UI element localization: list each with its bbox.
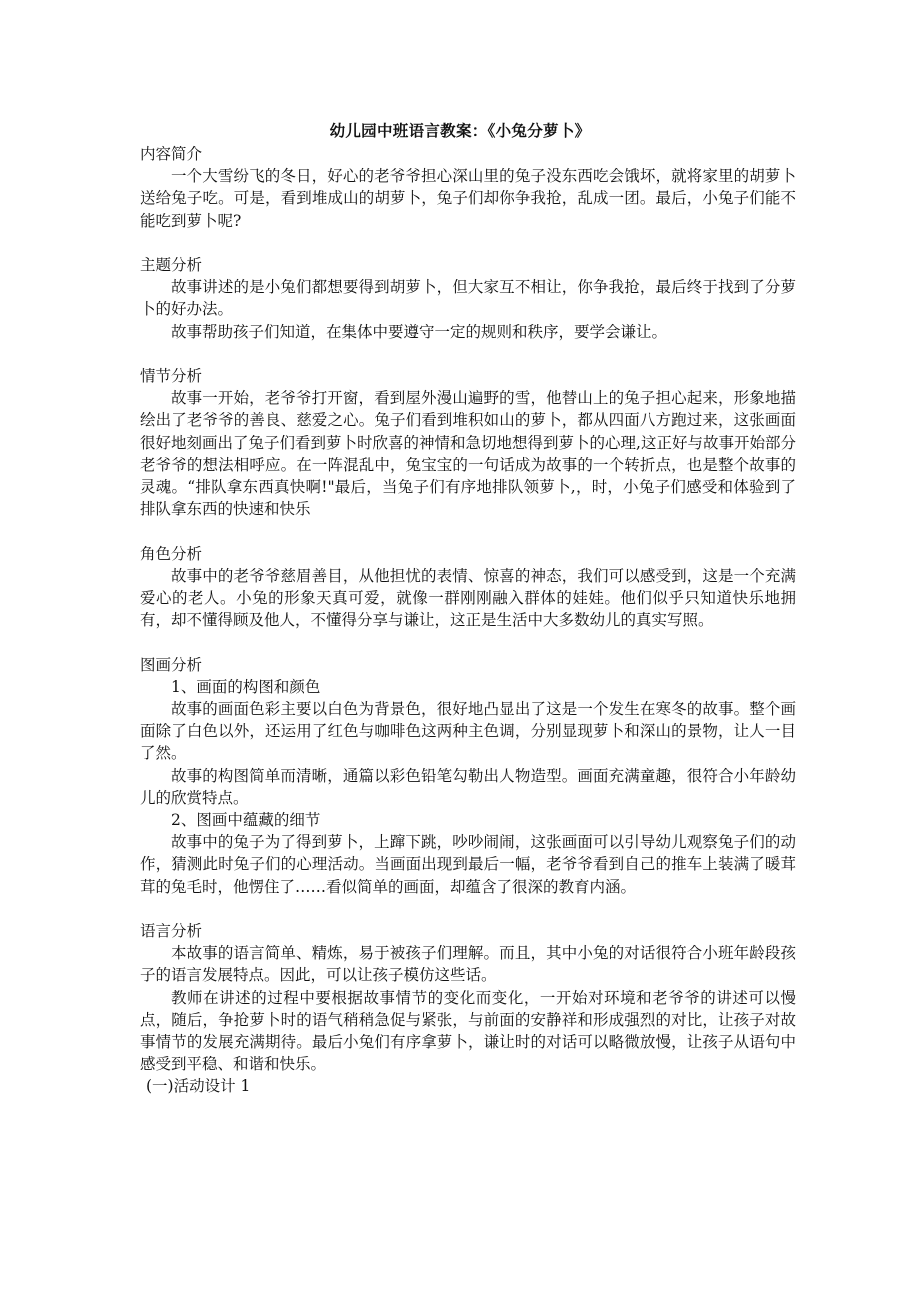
paragraph: 故事中的兔子为了得到萝卜，上蹿下跳，吵吵闹闹，这张画面可以引导幼儿观察兔子们的动作，猜测此时兔子们的心理活动。当画面出现到最后一幅，老爷爷看到自己的推车上装满了暖茸茸的兔毛时，他愣住了……看似简单的画面，却蕴含了很深的教育内涵。	[140, 833, 796, 896]
blank-line	[140, 520, 796, 542]
section-heading-picture: 图画分析	[140, 655, 203, 674]
blank-line	[140, 631, 796, 653]
paragraph: 教师在讲述的过程中要根据故事情节的变化而变化，一开始对环境和老爷爷的讲述可以慢点，随后，争抢萝卜时的语气稍稍急促与紧张，与前面的安静祥和形成强烈的对比，让孩子对故事情节的发展充满期待。最后小兔们有序拿萝卜，谦让时的对话可以略微放慢，让孩子从语句中感受到平稳、和谐和快乐。	[140, 988, 796, 1074]
paragraph: 故事的构图简单而清晰，通篇以彩色铅笔勾勒出人物造型。画面充满童趣，很符合小年龄幼儿的欣赏特点。	[140, 766, 796, 807]
section-heading-theme: 主题分析	[140, 256, 203, 274]
blank-line	[140, 232, 796, 254]
section-heading-language: 语言分析	[140, 922, 203, 941]
section-heading-plot: 情节分析	[140, 367, 203, 385]
paragraph: 故事的画面色彩主要以白色为背景色，很好地凸显出了这是一个发生在寒冬的故事。整个画面除了白色以外，还运用了红色与咖啡色这两种主色调，分别显现萝卜和深山的景物，让人一目了然。	[140, 700, 796, 763]
subheading: 1、画面的构图和颜色	[171, 677, 321, 696]
document-body	[140, 143, 796, 1098]
paragraph: 故事帮助孩子们知道，在集体中要遵守一定的规则和秩序，要学会谦让。	[171, 322, 668, 341]
paragraph: 故事讲述的是小兔们都想要得到胡萝卜，但大家互不相让，你争我抢，最后终于找到了分萝卜的好办法。	[140, 278, 796, 319]
section-heading-intro: 内容简介	[140, 145, 203, 163]
paragraph: 本故事的语言简单、精炼，易于被孩子们理解。而且，其中小兔的对话很符合小班年龄段孩子的语言发展特点。因此，可以让孩子模仿这些话。	[140, 944, 796, 985]
paragraph: 故事中的老爷爷慈眉善目，从他担忧的表情、惊喜的神态，我们可以感受到，这是一个充满爱心的老人。小兔的形象天真可爱，就像一群刚刚融入群体的娃娃。他们似乎只知道快乐地拥有，却不懂得顾及他人，不懂得分享与谦让，这正是生活中大多数幼儿的真实写照。	[140, 566, 796, 630]
paragraph: 故事一开始，老爷爷打开窗，看到屋外漫山遍野的雪，他替山上的兔子担心起来，形象地描绘出了老爷爷的善良、慈爱之心。兔子们看到堆积如山的萝卜，都从四面八方跑过来，这张画面很好地刻画出了兔子们看到萝卜时欣喜的神情和急切地想得到萝卜的心理,这正好与故事开始部分老爷爷的想法相呼应。在一阵混乱中，兔宝宝的一句话成为故事的一个转折点，也是整个故事的灵魂。“排队拿东西真快啊!"最后，当兔子们有序地排队领萝卜,，时，小兔子们感受和体验到了排队拿东西的快速和快乐	[140, 389, 796, 519]
blank-line	[140, 343, 796, 365]
blank-line	[140, 898, 796, 920]
subheading: 2、图画中蕴藏的细节	[171, 811, 321, 830]
paragraph: 一个大雪纷飞的冬日，好心的老爷爷担心深山里的兔子没东西吃会饿坏，就将家里的胡萝卜送给兔子吃。可是，看到堆成山的胡萝卜，兔子们却你争我抢，乱成一团。最后，小兔子们能不能吃到萝卜呢?	[140, 167, 796, 230]
section-heading-role: 角色分析	[140, 544, 203, 563]
section-heading-activity: (一)活动设计 1	[146, 1077, 251, 1096]
document-title: 幼儿园中班语言教案：《小兔分萝卜》	[329, 121, 591, 140]
